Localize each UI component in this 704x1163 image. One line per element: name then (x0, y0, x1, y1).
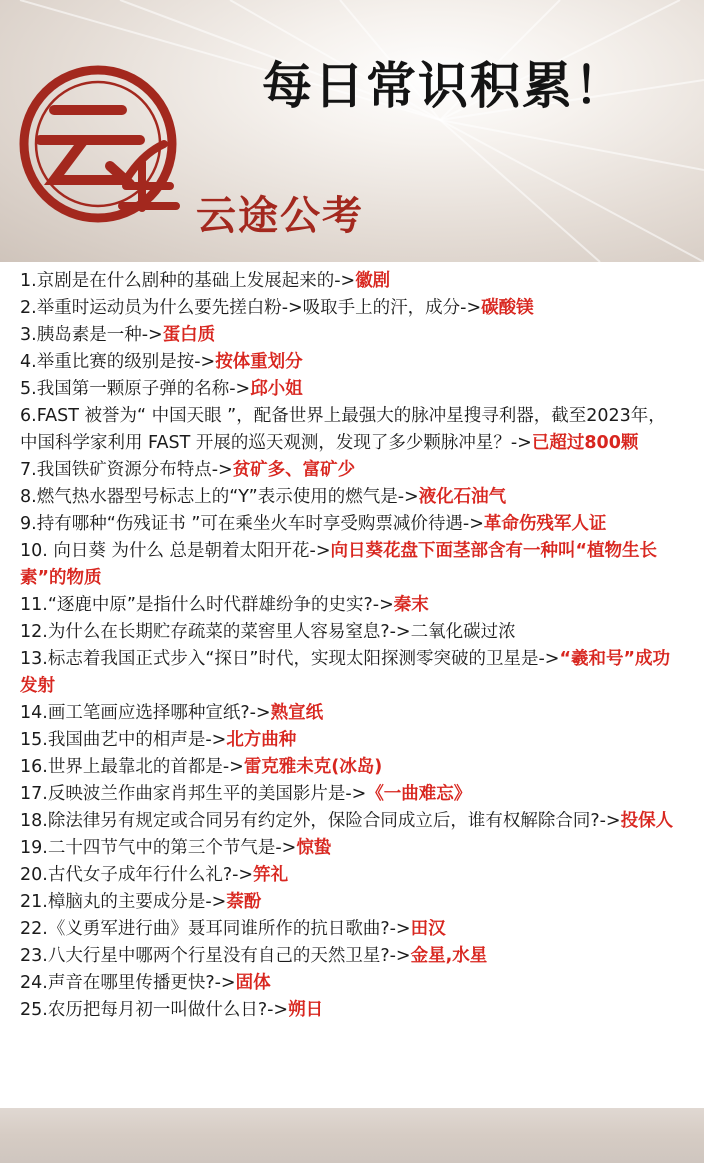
list-item (20, 484, 684, 511)
question-text: 13.标志着我国正式步入“探日”时代，实现太阳探测零突破的卫星是-> (20, 649, 560, 669)
list-item (20, 295, 684, 322)
brand-name: 云途公考 (196, 193, 364, 239)
answer-text: 秦末 (393, 595, 429, 615)
answer-text: “羲和号”成功发射 (20, 649, 670, 696)
question-text: 16.世界上最靠北的首都是-> (20, 757, 244, 777)
list-item (20, 754, 684, 781)
answer-text: 北方曲种 (226, 730, 297, 750)
list-item (20, 808, 684, 835)
question-text: 11.“逐鹿中原”是指什么时代群雄纷争的史实?-> (20, 595, 394, 615)
list-item (20, 943, 684, 970)
question-text: 2.举重时运动员为什么要先搓白粉->吸取手上的汗，成分-> (20, 298, 482, 318)
list-item (20, 889, 684, 916)
answer-text: 金星,水星 (410, 946, 488, 966)
list-item (20, 322, 684, 349)
answer-text: 笄礼 (253, 865, 289, 885)
question-text: 8.燃气热水器型号标志上的“Y”表示使用的燃气是-> (20, 487, 419, 507)
answer-text: 贫矿多、富矿少 (232, 460, 356, 480)
answer-text: 按体重划分 (215, 352, 303, 372)
question-text: 24.声音在哪里传播更快?-> (20, 973, 236, 993)
question-text: 10. 向日葵 为什么 总是朝着太阳开花-> (20, 541, 331, 561)
answer-text: 朔日 (288, 1000, 324, 1020)
question-text: 14.画工笔画应选择哪种宣纸?-> (20, 703, 271, 723)
list-item (20, 619, 684, 646)
answer-text: 雷克雅未克(冰岛) (243, 757, 383, 777)
answer-text: 蛋白质 (162, 325, 216, 345)
question-text: 20.古代女子成年行什么礼?-> (20, 865, 254, 885)
list-item (20, 268, 684, 295)
list-item (20, 835, 684, 862)
answer-text: 田汉 (410, 919, 446, 939)
question-text: 23.八大行星中哪两个行星没有自己的天然卫星?-> (20, 946, 411, 966)
answer-text: 邱小姐 (250, 379, 303, 399)
header-banner (0, 0, 704, 262)
question-text: 4.举重比赛的级别是按-> (20, 352, 216, 372)
question-text: 5.我国第一颗原子弹的名称-> (20, 379, 251, 399)
question-text: 19.二十四节气中的第三个节气是-> (20, 838, 297, 858)
answer-text: 固体 (235, 973, 271, 993)
answer-text: 《一曲难忘》 (366, 784, 472, 804)
question-text: 1.京剧是在什么剧种的基础上发展起来的-> (20, 271, 356, 291)
list-item (20, 511, 684, 538)
list-item (20, 970, 684, 997)
question-text: 12.为什么在长期贮存疏菜的菜窖里人容易窒息?->二氧化碳过浓 (20, 622, 516, 642)
list-item (20, 700, 684, 727)
answer-text: 碳酸镁 (481, 298, 534, 318)
answer-text: 液化石油气 (418, 487, 507, 507)
answer-text: 革命伤残军人证 (483, 514, 607, 534)
question-text: 7.我国铁矿资源分布特点-> (20, 460, 233, 480)
list-item (20, 781, 684, 808)
list-item (20, 403, 684, 457)
answer-text: 熟宣纸 (270, 703, 324, 723)
question-text: 18.除法律另有规定或合同另有约定外，保险合同成立后，谁有权解除合同?-> (20, 811, 621, 831)
question-text: 9.持有哪种“伤残证书 ”可在乘坐火车时享受购票减价待遇-> (20, 514, 484, 534)
list-item (20, 538, 684, 592)
yuntu-logo (14, 58, 194, 238)
question-text: 25.农历把每月初一叫做什么日?-> (20, 1000, 289, 1020)
list-item (20, 862, 684, 889)
list-item (20, 916, 684, 943)
answer-text: 惊蛰 (296, 838, 332, 858)
page-title: 每日常识积累！ (262, 57, 626, 115)
answer-text: 投保人 (620, 811, 674, 831)
list-item (20, 592, 684, 619)
answer-text: 向日葵花盘下面茎部含有一种叫“植物生长素”的物质 (20, 541, 658, 588)
footer-band (0, 1108, 704, 1163)
question-text: 17.反映波兰作曲家肖邦生平的美国影片是-> (20, 784, 367, 804)
question-text: 6.FAST 被誉为“ 中国天眼 ”，配备世界上最强大的脉冲星搜寻利器，截至2023年， 中国科学家利用 FAST 开展的巡天观测，发现了多少颗脉冲星？-> (20, 406, 666, 453)
question-text: 3.胰岛素是一种-> (20, 325, 163, 345)
question-text: 15.我国曲艺中的相声是-> (20, 730, 227, 750)
answer-text: 徽剧 (355, 271, 391, 291)
list-item (20, 997, 684, 1024)
qa-list (20, 268, 684, 1024)
list-item (20, 457, 684, 484)
list-item (20, 727, 684, 754)
list-item (20, 376, 684, 403)
answer-text: 萘酚 (226, 892, 262, 912)
question-text: 21.樟脑丸的主要成分是-> (20, 892, 227, 912)
list-item (20, 646, 684, 700)
list-item (20, 349, 684, 376)
answer-text: 已超过800颗 (531, 433, 639, 453)
content-panel (0, 262, 704, 1108)
question-text: 22.《义勇军进行曲》聂耳同谁所作的抗日歌曲?-> (20, 919, 411, 939)
